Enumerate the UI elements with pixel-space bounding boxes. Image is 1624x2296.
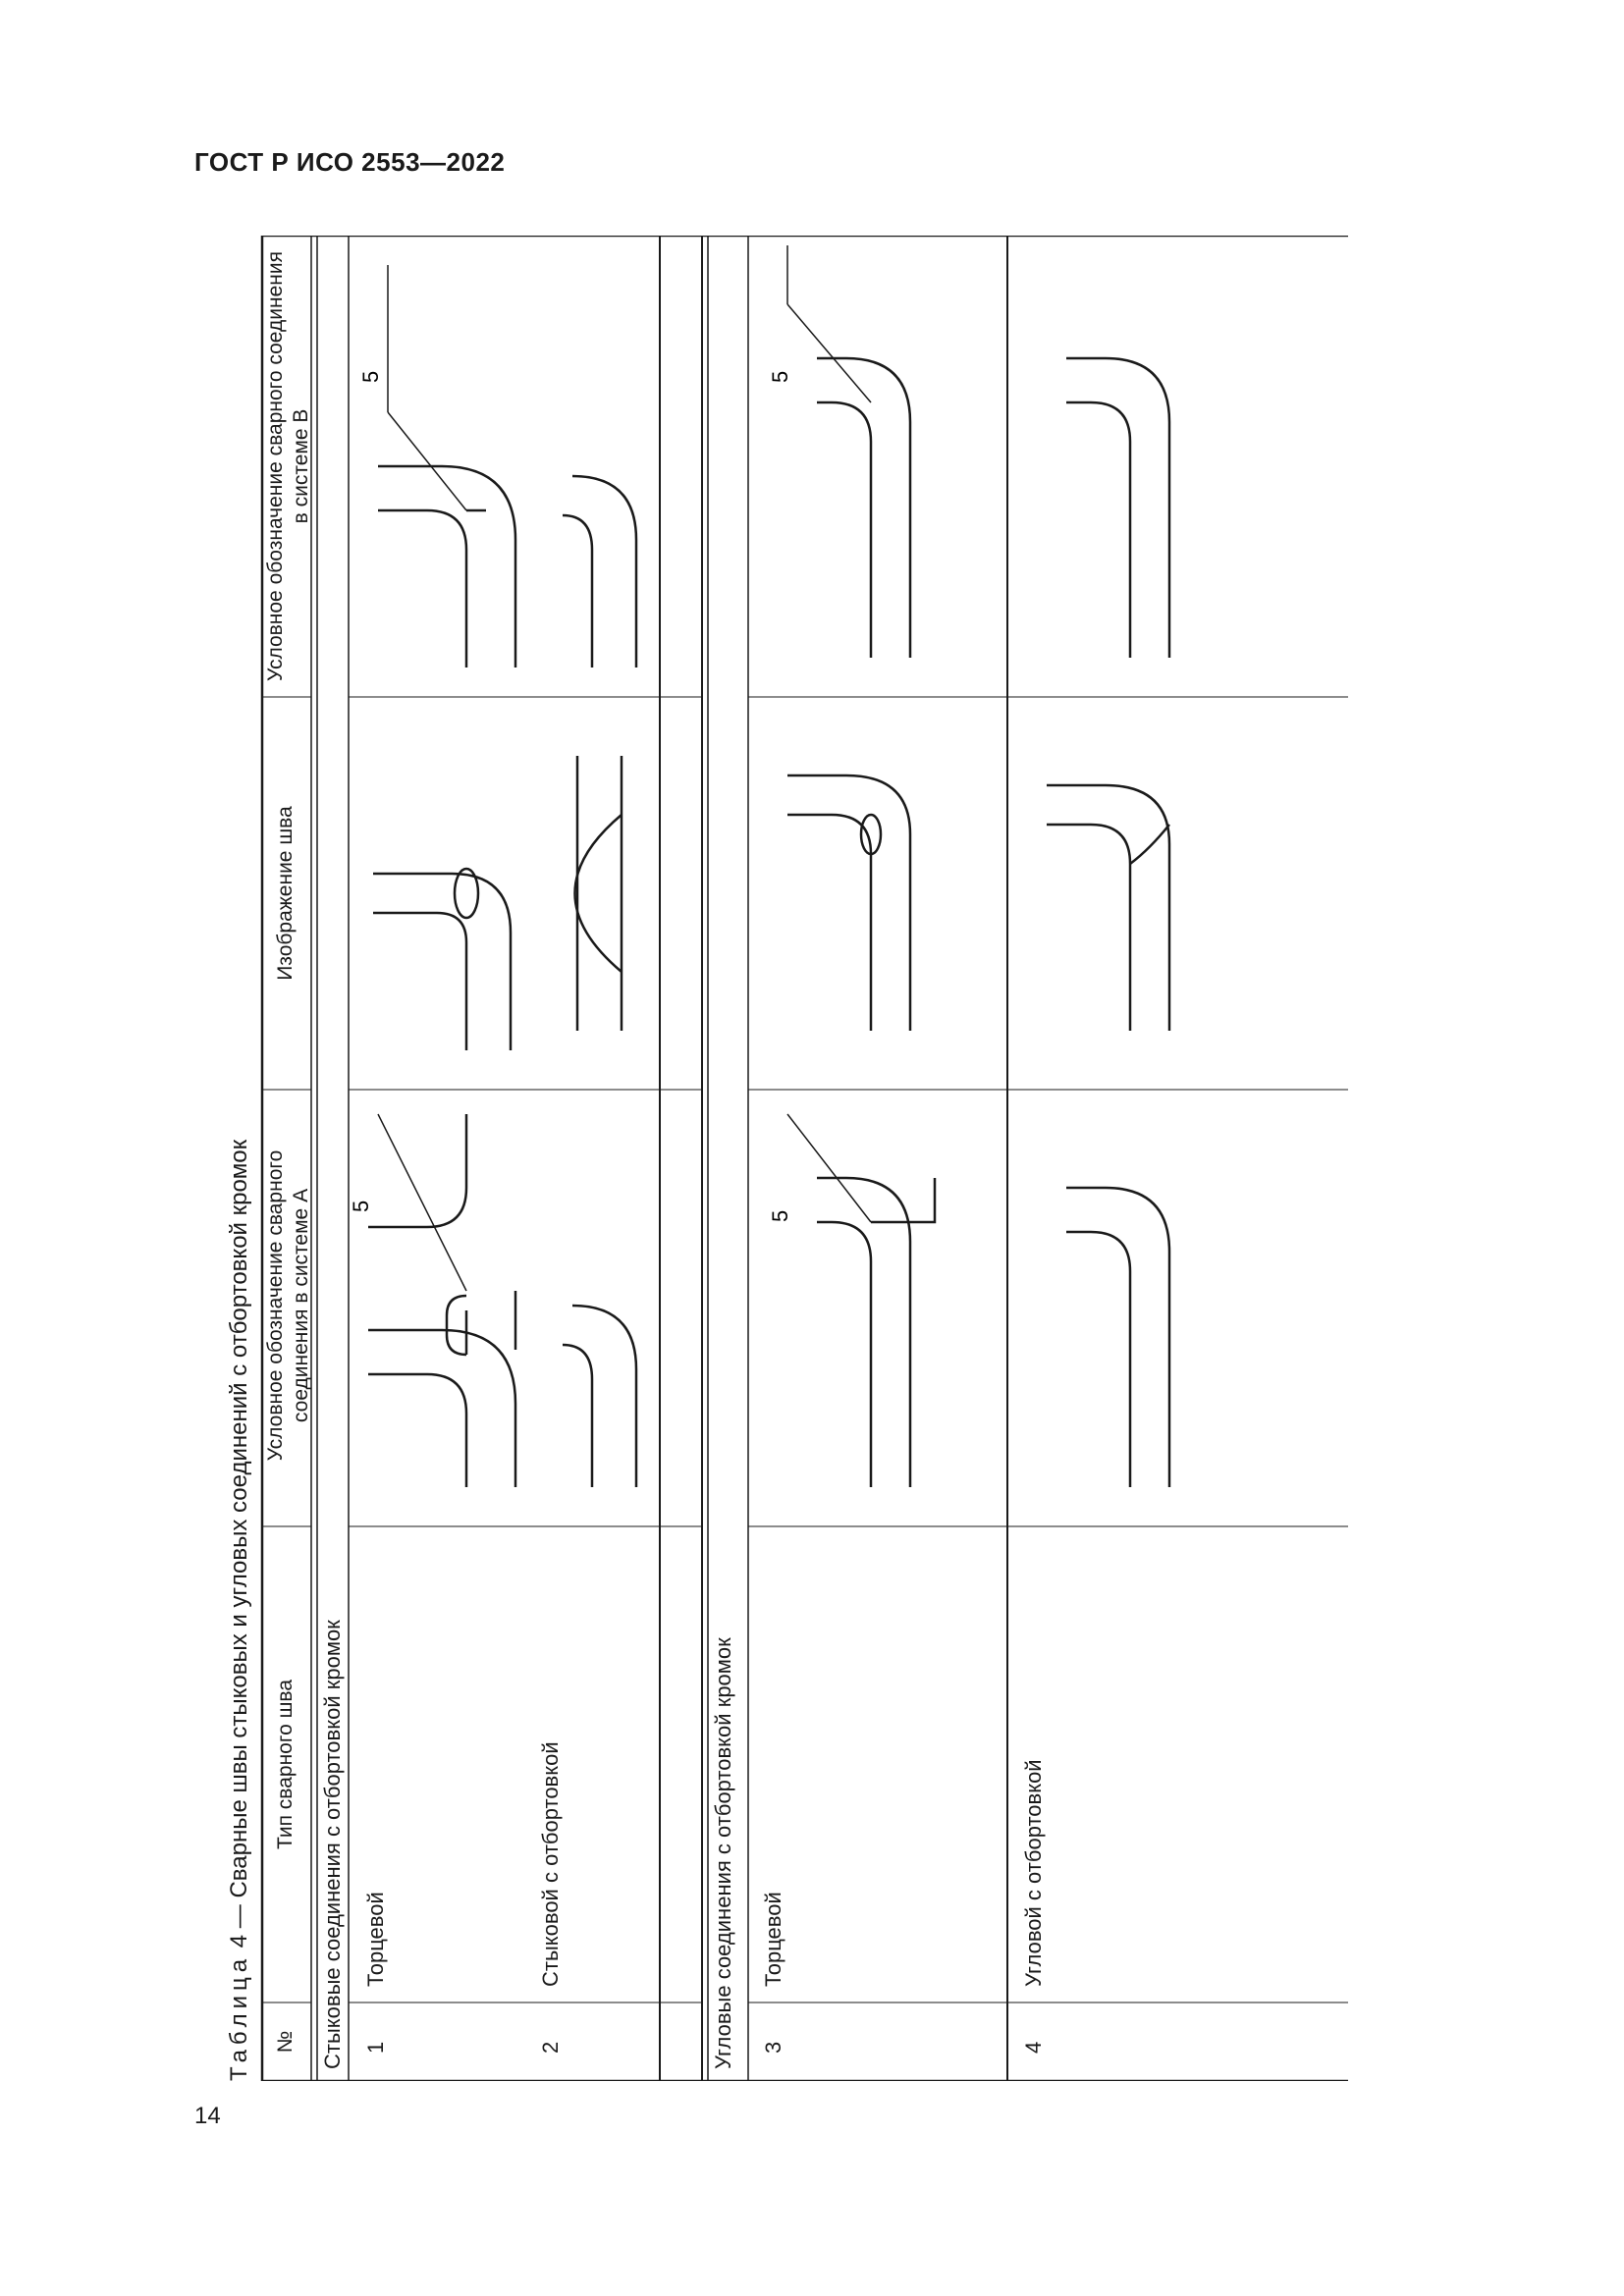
col-header-image: Изображение шва xyxy=(274,806,297,981)
row-3-image-drawing xyxy=(748,697,1007,1090)
section-title-butt: Стыковые соединения с отбортовкой кромок xyxy=(320,1620,345,2069)
page-number: 14 xyxy=(194,2103,221,2129)
table-caption-prefix: Таблица xyxy=(226,1953,252,2081)
row-4-type: Угловой с отбортовкой xyxy=(1021,1759,1046,1987)
row-3-system-b-drawing xyxy=(748,236,1007,697)
col-header-system-b: Условное обозначение сварного соединения в системе В xyxy=(264,251,312,681)
section-title-corner: Угловые соединения с отбортовкой кромок xyxy=(711,1637,735,2069)
row-4-system-a-drawing xyxy=(1007,1090,1348,1526)
row-1-system-b-drawing xyxy=(349,236,538,697)
col-header-system-a: Условное обозначение сварного соединения в системе А xyxy=(264,1149,312,1462)
row-2-type: Стыковой с отбортовкой xyxy=(538,1741,563,1987)
row-3-type: Торцевой xyxy=(761,1892,785,1987)
row-3-num: 3 xyxy=(761,2041,785,2054)
row-4-num: 4 xyxy=(1021,2041,1046,2054)
row-3-system-a-dim-label: 5 xyxy=(768,1209,792,1222)
row-1-image-drawing xyxy=(349,697,538,1090)
row-2-system-b-drawing xyxy=(538,236,660,697)
document-header: ГОСТ Р ИСО 2553—2022 xyxy=(194,147,506,177)
table-caption-text: 4 — Сварные швы стыковых и угловых соединений с отбортовкой кромок xyxy=(226,1139,252,1954)
row-3-system-b-dim-label: 5 xyxy=(768,370,792,383)
col-header-num: № xyxy=(274,2030,297,2054)
row-3-system-a-drawing xyxy=(748,1090,1007,1526)
row-1-type: Торцевой xyxy=(363,1892,388,1987)
row-1-system-a-drawing xyxy=(349,1090,538,1526)
row-4-image-drawing xyxy=(1007,697,1348,1090)
rotated-table-region xyxy=(226,236,1348,2081)
row-2-image-drawing xyxy=(538,697,660,1090)
row-4-system-b-drawing xyxy=(1007,236,1348,697)
row-2-num: 2 xyxy=(538,2041,563,2054)
row-1-system-b-dim-label: 5 xyxy=(358,370,383,383)
row-2-system-a-drawing xyxy=(538,1090,660,1526)
row-1-num: 1 xyxy=(363,2041,388,2054)
col-header-type: Тип сварного шва xyxy=(274,1679,297,1850)
row-1-system-a-dim-label: 5 xyxy=(349,1200,373,1212)
